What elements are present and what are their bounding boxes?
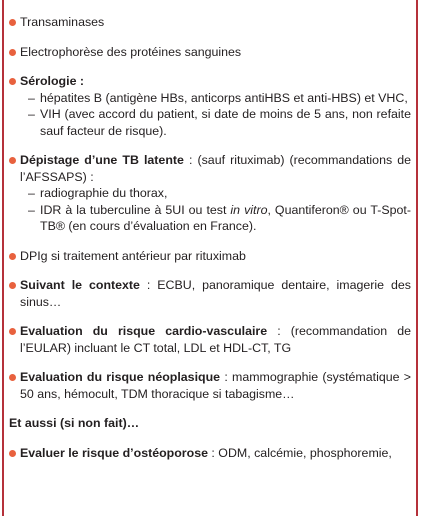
list-item-electrophorese: Electrophorèse des protéines sanguines [9, 44, 411, 61]
bullet-icon [9, 78, 16, 85]
list-item-cardio: Evaluation du risque cardio-vasculaire : (recommandation de l’EULAR) incluant le CT total, LDL et HDL-CT, TG [9, 323, 411, 356]
bullet-icon [9, 328, 16, 335]
list-item-dpig: DPIg si traitement antérieur par rituximab [9, 248, 411, 265]
bullet-icon [9, 253, 16, 260]
sub-item: – VIH (avec accord du patient, si date de moins de 5 ans, non refaite sauf facteur de risque). [28, 107, 411, 138]
list-item-serologie [9, 73, 411, 139]
list-item-osteoporose: Evaluer le risque d’ostéoporose : ODM, calcémie, phosphoremie, [9, 445, 411, 462]
item-heading: Suivant le contexte [20, 278, 140, 292]
bullet-icon [9, 19, 16, 26]
bullet-icon [9, 157, 16, 164]
bullet-icon [9, 49, 16, 56]
item-heading: Sérologie : [20, 74, 85, 88]
item-heading: Evaluation du risque cardio-vasculaire [20, 324, 268, 338]
list-item-neoplasique: Evaluation du risque néoplasique : mammographie (systématique > 50 ans, hémocult, TDM thoracique si tabagisme… [9, 369, 411, 402]
sub-item: – IDR à la tuberculine à 5UI ou test in vitro, Quantiferon® ou T-Spot-TB® (en cours d’évaluation en France). [28, 202, 411, 233]
section-heading: Et aussi (si non fait)… [9, 416, 140, 430]
bullet-icon [9, 282, 16, 289]
right-border-rule [416, 0, 418, 516]
sub-item: – radiographie du thorax, [28, 186, 168, 200]
bullet-icon [9, 450, 16, 457]
item-heading: Dépistage d’une TB latente [20, 153, 184, 167]
sub-item: – hépatites B (antigène HBs, anticorps antiHBS et anti-HBS) et VHC, [28, 90, 408, 105]
left-border-rule [2, 0, 4, 516]
list-item-contexte: Suivant le contexte : ECBU, panoramique dentaire, imagerie des sinus… [9, 277, 411, 310]
item-heading: Evaluation du risque néoplasique [20, 370, 221, 384]
checklist [9, 0, 411, 461]
list-item-transaminases: Transaminases [9, 14, 411, 31]
item-heading: Evaluer le risque d’ostéoporose [20, 445, 208, 460]
bullet-icon [9, 374, 16, 381]
list-item-tb: Dépistage d’une TB latente : (sauf rituximab) (recommandations de l’AFSSAPS) : – radiographie du thorax, – IDR à la tuberculine à 5UI ou test in vitro, Quantiferon® ou T-Spot-TB® (en cours d’évaluation en France). [9, 152, 411, 235]
